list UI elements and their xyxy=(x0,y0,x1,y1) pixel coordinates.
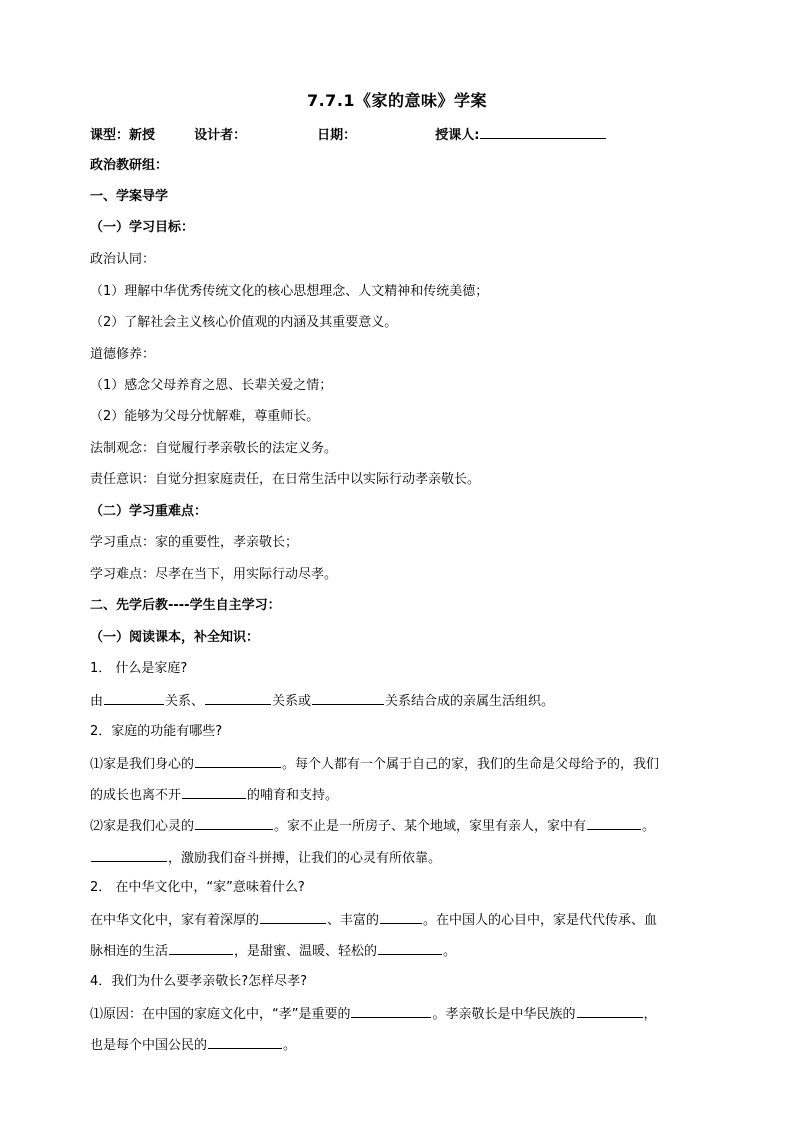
legal-awareness: 法制观念：自觉履行孝亲敬长的法定义务。 xyxy=(90,441,338,456)
fill-blank[interactable] xyxy=(208,1036,282,1049)
political-goal-2: （2）了解社会主义核心价值观的内涵及其重要意义。 xyxy=(90,315,398,330)
political-goal-1: （1）理解中华优秀传统文化的核心思想理念、人文精神和传统美德； xyxy=(90,284,489,299)
text-segment: 脉相连的生活 xyxy=(90,944,169,959)
document-title: 7.7.1《家的意味》学案 xyxy=(306,91,488,110)
text-segment: 。 xyxy=(642,819,656,834)
question-2-answer-line-4 xyxy=(90,849,441,867)
fill-blank[interactable] xyxy=(378,942,442,955)
text-segment: 、丰富的 xyxy=(327,913,380,928)
question-4: 4．我们为什么要孝亲敬长?怎样尽孝? xyxy=(90,974,308,989)
key-point: 学习重点：家的重要性，孝亲敬长； xyxy=(90,535,299,550)
text-segment: 也是每个中国公民的 xyxy=(90,1038,208,1053)
fill-blank[interactable] xyxy=(195,817,273,830)
fill-blank[interactable] xyxy=(182,786,246,799)
question-3-answer-line-1 xyxy=(90,911,657,929)
designer-label: 设计者： xyxy=(194,128,247,143)
text-segment: 在中华文化中，家有着深厚的 xyxy=(90,913,260,928)
question-2-answer-line-1 xyxy=(90,755,659,773)
fill-blank[interactable] xyxy=(195,755,281,768)
section-heading-2: 二、先学后教----学生自主学习： xyxy=(90,598,281,613)
responsibility-awareness: 责任意识：自觉分担家庭责任，在日常生活中以实际行动孝亲敬长。 xyxy=(90,472,481,487)
fill-blank[interactable] xyxy=(104,692,164,705)
fill-blank[interactable] xyxy=(577,1005,643,1018)
text-segment: 由 xyxy=(90,694,104,709)
teacher-label: 授课人: xyxy=(435,128,480,143)
text-segment: ⑴家是我们身心的 xyxy=(90,757,195,772)
text-segment: ⑵家是我们心灵的 xyxy=(90,819,195,834)
text-segment: ，是甜蜜、温暖、轻松的 xyxy=(234,944,378,959)
question-2-answer-line-2 xyxy=(90,786,338,804)
political-identity-heading: 政治认同： xyxy=(90,252,156,267)
fill-blank[interactable] xyxy=(260,911,326,924)
question-4-answer-line-1 xyxy=(90,1005,657,1023)
question-3-answer-line-2 xyxy=(90,942,456,960)
fill-blank[interactable] xyxy=(351,1005,431,1018)
text-segment: 的哺育和支持。 xyxy=(247,788,339,803)
text-segment: 。每个人都有一个属于自己的家，我们的生命是父母给予的，我们 xyxy=(282,757,660,772)
difficult-point: 学习难点：尽孝在当下，用实际行动尽孝。 xyxy=(90,567,338,582)
fill-blank[interactable] xyxy=(205,692,271,705)
course-type-label: 课型：新授 xyxy=(90,128,156,143)
fill-blank[interactable] xyxy=(91,849,167,862)
text-segment: 关系、 xyxy=(165,694,205,709)
fill-blank[interactable] xyxy=(587,817,641,830)
text-segment: 。 xyxy=(443,944,457,959)
header-meta-row xyxy=(90,126,607,144)
text-segment: 关系结合成的亲属生活组织。 xyxy=(385,694,555,709)
fill-blank[interactable] xyxy=(312,692,384,705)
research-group: 政治教研组： xyxy=(90,158,169,173)
moral-goal-2: （2）能够为父母分忧解难，尊重师长。 xyxy=(90,409,320,424)
text-segment: ， xyxy=(643,1007,657,1022)
fill-blank[interactable] xyxy=(169,942,233,955)
question-2-answer-line-3 xyxy=(90,817,655,835)
text-segment: 关系或 xyxy=(272,694,312,709)
text-segment: ，激励我们奋斗拼搏，让我们的心灵有所依靠。 xyxy=(168,851,442,866)
text-segment: 。在中国人的心目中，家是代代传承、血 xyxy=(423,913,658,928)
text-segment: ⑴原因：在中国的家庭文化中，“孝”是重要的 xyxy=(90,1007,351,1022)
moral-goal-1: （1）感念父母养育之恩、长辈关爱之情； xyxy=(90,378,333,393)
question-1-answer-line xyxy=(90,692,554,710)
text-segment: 。家不止是一所房子、某个地域，家里有亲人，家中有 xyxy=(274,819,587,834)
text-segment: 。 xyxy=(283,1038,297,1053)
subsection-key-points: （二）学习重难点： xyxy=(90,504,208,519)
fill-blank[interactable] xyxy=(380,911,422,924)
date-label: 日期： xyxy=(317,128,357,143)
text-segment: 的成长也离不开 xyxy=(90,788,182,803)
text-segment: 。孝亲敬长是中华民族的 xyxy=(432,1007,576,1022)
question-1: 1． 什么是家庭? xyxy=(90,661,188,676)
moral-heading: 道德修养： xyxy=(90,347,156,362)
question-3: 2． 在中华文化中，“家”意味着什么? xyxy=(90,880,305,895)
section-heading-1: 一、学案导学 xyxy=(90,189,169,204)
subsection-reading: （一）阅读课本，补全知识： xyxy=(90,630,260,645)
question-2: 2．家庭的功能有哪些? xyxy=(90,724,223,739)
question-4-answer-line-2 xyxy=(90,1036,296,1054)
subsection-goals: （一）学习目标： xyxy=(90,220,195,235)
teacher-blank xyxy=(480,126,606,139)
